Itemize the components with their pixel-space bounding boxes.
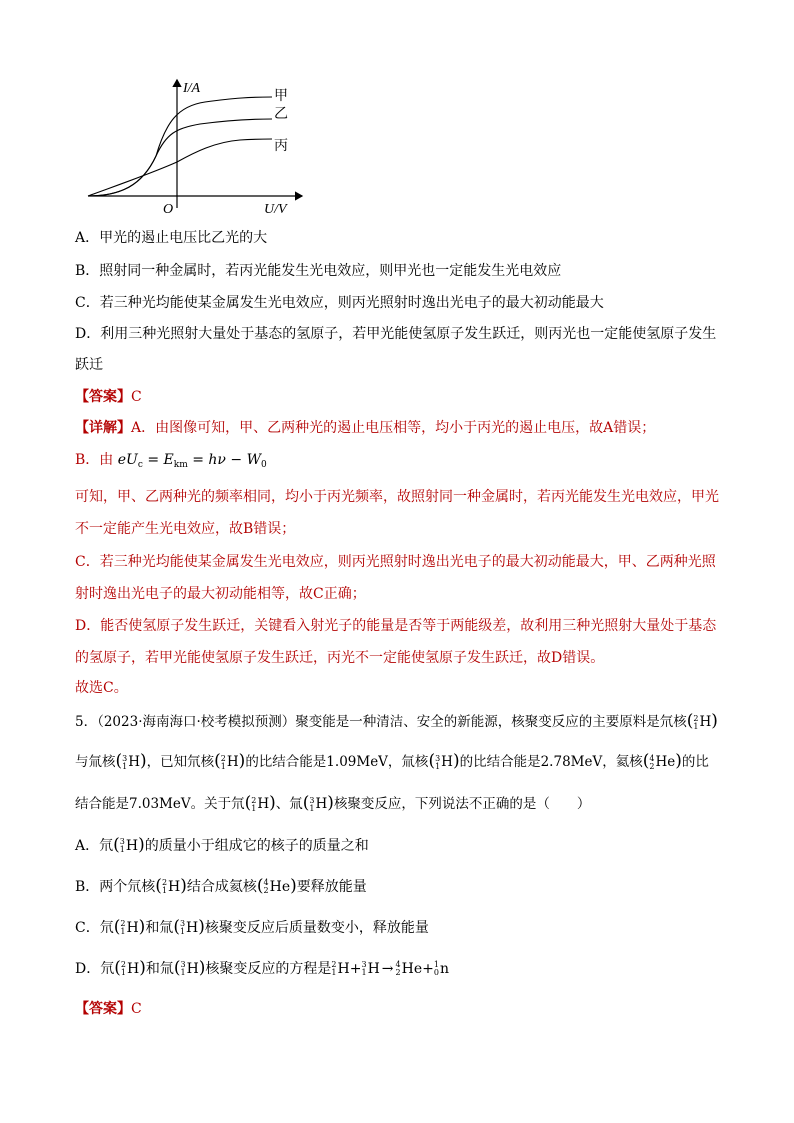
q5-option-c: C．氘( 2 1 H)和氚( 3 1 H)核聚变反应后质量数变小，释放能量 — [75, 917, 429, 937]
q5-option-b: B．两个氘核( 2 1 H)结合成氦核( 4 2 He)要释放能量 — [75, 876, 367, 896]
q4-detail-b-formula — [75, 451, 267, 474]
detail-b-prefix: B．由 — [75, 452, 114, 468]
q4-detail-c-1: C．若三种光均能使某金属发生光电效应，则丙光照射时逸出光电子的最大初动能最大，甲、乙两种光照 — [75, 554, 716, 570]
q4-answer — [75, 388, 142, 406]
detail-tag: 【详解】 — [75, 420, 131, 436]
origin-label: O — [163, 202, 174, 217]
q4-option-c: C．若三种光均能使某金属发生光电效应，则丙光照射时逸出光电子的最大初动能最大 — [75, 295, 604, 311]
q5-stem-line-1: 5．（2023·海南海口·校考模拟预测）聚变能是一种清洁、安全的新能源，核聚变反应的主要原料是氘核( 2 1 H) — [75, 711, 718, 731]
q5-answer — [75, 1000, 142, 1018]
q4-conclusion: 故选C。 — [75, 680, 128, 696]
q5-stem-line-3: 结合能是7.03MeV。关于氘( 2 1 H)、氚( 3 1 H)核聚变反应，下列说法不正确的是（ ） — [75, 793, 591, 813]
answer-tag: 【答案】 — [75, 389, 131, 405]
q4-detail-d-1: D．能否使氢原子发生跃迁，关键看入射光子的能量是否等于两能级差，故利用三种光照射大量处于基态 — [75, 618, 717, 634]
formula-e-k: E — [163, 452, 174, 468]
q4-detail-b-2: 不一定能产生光电效应，故B错误； — [75, 521, 296, 537]
formula-e: e — [117, 452, 127, 468]
formula-u: U — [126, 452, 138, 468]
q5-answer-tag: 【答案】 — [75, 1001, 131, 1017]
formula-eq2: = hν − W — [187, 452, 261, 468]
detail-a-text: A．由图像可知，甲、乙两种光的遏止电压相等，均小于丙光的遏止电压，故A错误； — [131, 420, 656, 436]
q4-detail-a — [75, 419, 655, 437]
q4-option-a: A．甲光的遏止电压比乙光的大 — [75, 230, 268, 246]
answer-value: C — [131, 389, 142, 405]
formula-c: c — [137, 460, 143, 470]
curve-label-yi: 乙 — [274, 106, 288, 122]
photoelectric-iv-graph — [70, 74, 310, 220]
curve-yi — [88, 119, 272, 196]
curve-bing — [88, 139, 272, 196]
formula-zero: 0 — [260, 460, 267, 470]
q5-answer-value: C — [131, 1001, 142, 1017]
q4-detail-d-2: 的氢原子，若甲光能使氢原子发生跃迁，丙光不一定能使氢原子发生跃迁，故D错误。 — [75, 650, 605, 666]
q5-stem-1: 5．（2023·海南海口·校考模拟预测）聚变能是一种清洁、安全的新能源，核聚变反应的主要原料是氘核 — [75, 714, 687, 730]
curve-label-jia: 甲 — [274, 88, 288, 104]
q5-stem-line-2: 与氚核( 3 1 H)，已知氘核( 2 1 H)的比结合能是1.09MeV，氚核( 3 1 H)的比结合能是2.78MeV，氦核( 4 2 He)的比 — [75, 751, 709, 771]
y-axis-label: I/A — [183, 81, 201, 96]
formula-km: km — [173, 460, 188, 470]
curve-label-bing: 丙 — [274, 138, 288, 154]
nuclear-equation: 2 1 H+ 3 1 H → 4 2 He+ 1 0 n — [331, 960, 449, 977]
q4-option-d-cont: 跃迁 — [75, 357, 103, 373]
q5-option-d: D．氘( 2 1 H)和氚( 3 1 H)核聚变反应的方程是 2 1 H+ 3 1 H → 4 2 He+ 1 0 n — [75, 958, 449, 978]
curve-jia — [88, 97, 272, 196]
q4-detail-b-1: 可知，甲、乙两种光的频率相同，均小于丙光频率，故照射同一种金属时，若丙光能发生光电效应，甲光 — [75, 489, 719, 505]
q4-option-d: D．利用三种光照射大量处于基态的氢原子，若甲光能使氢原子发生跃迁，则丙光也一定能使氢原子发生 — [75, 326, 717, 342]
q4-option-b: B．照射同一种金属时，若丙光能发生光电效应，则甲光也一定能发生光电效应 — [75, 263, 562, 279]
x-axis-label: U/V — [264, 202, 287, 217]
formula-eq1: = — [142, 452, 164, 468]
q4-detail-c-2: 射时逸出光电子的最大初动能相等，故C正确； — [75, 586, 366, 602]
nuclide-deuterium: 2 1 — [693, 713, 699, 731]
q5-option-a: A．氘( 3 1 H)的质量小于组成它的核子的质量之和 — [75, 835, 369, 855]
